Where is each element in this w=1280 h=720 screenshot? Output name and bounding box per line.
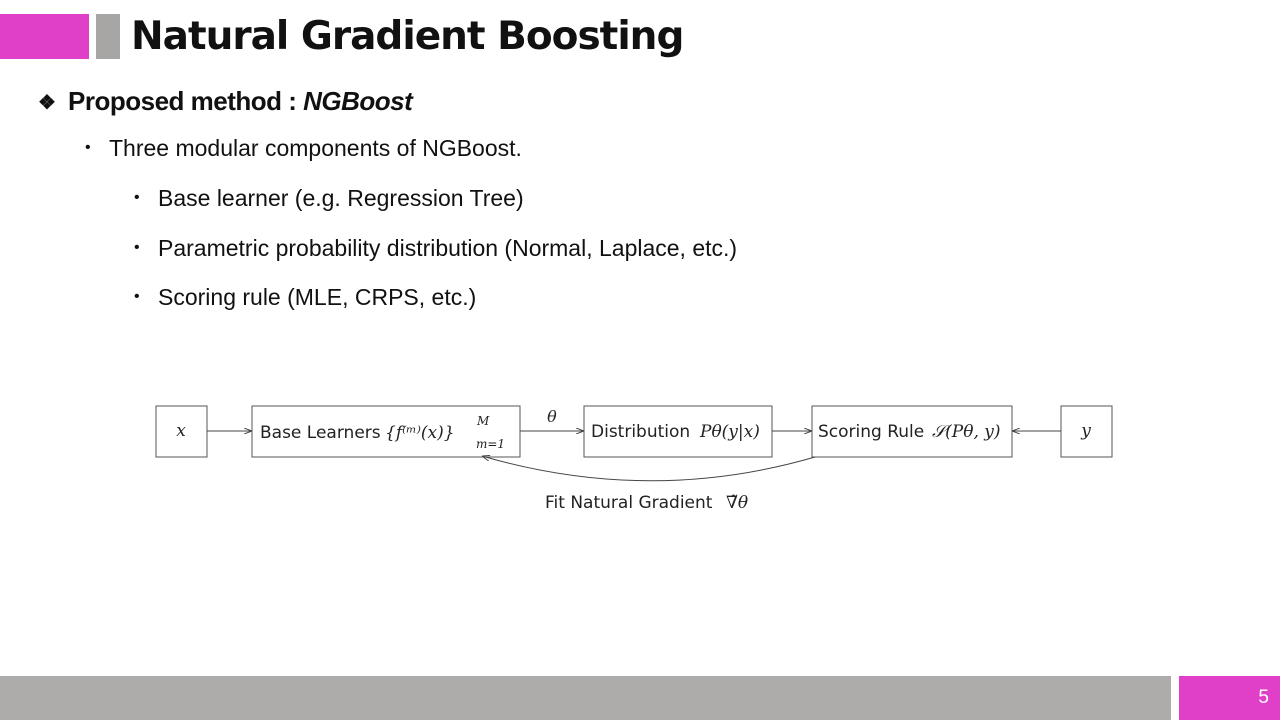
bullet-dot-icon: • [134, 288, 140, 305]
slide-title: Natural Gradient Boosting [131, 14, 684, 59]
base-learners-label: Base Learners [260, 423, 381, 443]
heading-emphasis: NGBoost [303, 86, 413, 116]
bullet-dot-icon: • [134, 239, 140, 256]
base-learners-math: {f⁽ᵐ⁾(x)} [385, 423, 455, 443]
bullet-text: Scoring rule (MLE, CRPS, etc.) [158, 284, 477, 310]
bullet-dot-icon: • [134, 189, 140, 206]
page-number: 5 [1179, 676, 1280, 720]
base-learners-subscript: m=1 [476, 437, 506, 451]
footer-bar [0, 676, 1171, 720]
base-learners-superscript: M [477, 414, 490, 428]
heading-prefix: Proposed method : [68, 86, 304, 116]
scoring-rule-math: 𝒮(Pθ, y) [932, 422, 1001, 442]
feedback-math: ∇̃θ [726, 493, 749, 513]
diamond-bullet-icon: ❖ [38, 92, 56, 114]
distribution-math: Pθ(y|x) [700, 422, 760, 442]
input-x-label: x [176, 421, 186, 441]
bullet-text: Base learner (e.g. Regression Tree) [158, 185, 524, 211]
input-y-label: y [1081, 421, 1091, 441]
distribution-label: Distribution [591, 422, 691, 442]
feedback-arrow [482, 456, 815, 481]
bullet-text: Parametric probability distribution (Normal, Laplace, etc.) [158, 235, 738, 261]
bullet-text: Three modular components of NGBoost. [109, 135, 522, 161]
scoring-rule-label: Scoring Rule [818, 422, 925, 442]
theta-label: θ [547, 407, 557, 426]
bullet-dot-icon: • [85, 139, 91, 156]
feedback-label: Fit Natural Gradient [545, 493, 713, 513]
